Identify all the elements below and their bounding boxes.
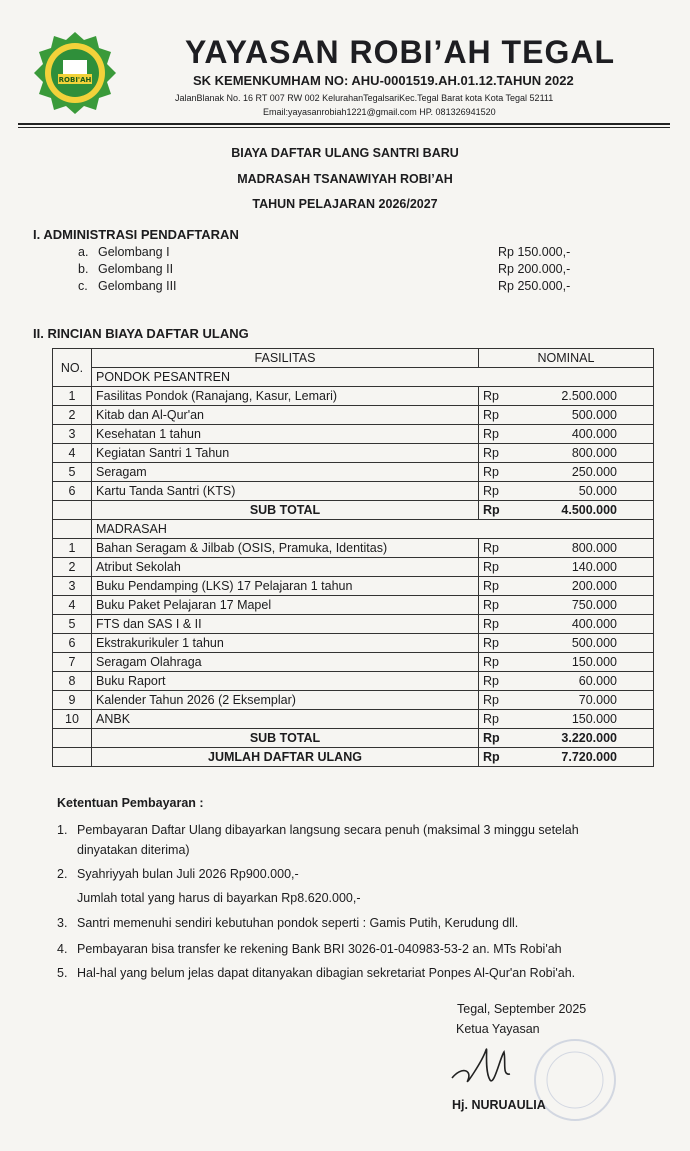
doc-title-2: MADRASAH TSANAWIYAH ROBI’AH: [237, 172, 453, 186]
table-row: [53, 463, 654, 482]
table-row: [53, 672, 654, 691]
table-row: [53, 425, 654, 444]
row-rp: Rp: [479, 406, 538, 425]
pondok-rows: [53, 387, 654, 501]
table-row: [53, 539, 654, 558]
subtotal-row: [53, 501, 654, 520]
ketentuan-item: [57, 963, 657, 983]
row-rp: Rp: [479, 615, 538, 634]
subtotal-label: SUB TOTAL: [92, 729, 479, 748]
ketentuan-number: 3.: [57, 916, 68, 930]
row-no: 1: [53, 539, 92, 558]
row-no: 4: [53, 444, 92, 463]
ketentuan-number: 5.: [57, 966, 68, 980]
row-rp: Rp: [479, 539, 538, 558]
table-row: [53, 482, 654, 501]
ketentuan-text: Syahriyyah bulan Juli 2026 Rp900.000,-: [77, 867, 299, 881]
table-row: [53, 406, 654, 425]
subtotal-value: 4.500.000: [537, 501, 654, 520]
total-value: 7.720.000: [537, 748, 654, 767]
admin-label: Gelombang III: [98, 279, 177, 293]
ketentuan-item: [57, 820, 657, 860]
ketentuan-item: [57, 864, 657, 908]
row-no: 5: [53, 463, 92, 482]
admin-amount: Rp 200.000,-: [498, 262, 571, 276]
admin-letter: c.: [78, 279, 88, 293]
row-rp: Rp: [479, 577, 538, 596]
row-item: Kalender Tahun 2026 (2 Eksemplar): [92, 691, 479, 710]
section-administrasi-heading: I. ADMINISTRASI PENDAFTARAN: [33, 227, 239, 242]
ketentuan-item: [57, 939, 657, 959]
row-rp: Rp: [479, 558, 538, 577]
subtotal-label: SUB TOTAL: [92, 501, 479, 520]
madrasah-rows: [53, 539, 654, 729]
madrasah-label: MADRASAH: [92, 520, 654, 539]
ketentuan-text: Hal-hal yang belum jelas dapat ditanyakan dibagian sekretariat Ponpes Al-Qur'an Robi'ah.: [77, 966, 576, 980]
subtotal-rp: Rp: [479, 729, 538, 748]
row-item: Kesehatan 1 tahun: [92, 425, 479, 444]
row-no: 7: [53, 653, 92, 672]
col-no-header: NO.: [53, 349, 92, 387]
row-rp: Rp: [479, 444, 538, 463]
row-no: 6: [53, 482, 92, 501]
subtotal-row: [53, 729, 654, 748]
sk-number: SK KEMENKUMHAM NO: AHU-0001519.AH.01.12.TAHUN 2022: [193, 73, 574, 88]
row-item: Buku Pendamping (LKS) 17 Pelajaran 1 tahun: [92, 577, 479, 596]
row-rp: Rp: [479, 653, 538, 672]
table-row: [53, 596, 654, 615]
row-no: 2: [53, 558, 92, 577]
table-row: [53, 710, 654, 729]
table-row: [53, 387, 654, 406]
row-value: 200.000: [537, 577, 654, 596]
row-no: 8: [53, 672, 92, 691]
row-value: 50.000: [537, 482, 654, 501]
subtotal-rp: Rp: [479, 501, 538, 520]
row-item: Seragam Olahraga: [92, 653, 479, 672]
stamp-mark: [530, 1025, 620, 1135]
row-rp: Rp: [479, 710, 538, 729]
ketentuan-heading: Ketentuan Pembayaran :: [57, 796, 204, 810]
signature-mark: [448, 1040, 528, 1090]
ketentuan-number: 1.: [57, 823, 68, 837]
admin-label: Gelombang II: [98, 262, 174, 276]
table-row: [53, 634, 654, 653]
admin-letter: a.: [78, 245, 89, 259]
table-row: [53, 615, 654, 634]
doc-title-1: BIAYA DAFTAR ULANG SANTRI BARU: [231, 146, 459, 160]
row-no: 4: [53, 596, 92, 615]
col-nominal-header: NOMINAL: [479, 349, 654, 368]
admin-amount: Rp 150.000,-: [498, 245, 571, 259]
row-rp: Rp: [479, 387, 538, 406]
table-row: [53, 691, 654, 710]
ketentuan-item: [57, 913, 657, 933]
row-item: Fasilitas Pondok (Ranajang, Kasur, Lemari): [92, 387, 479, 406]
signatory-name: Hj. NURUAULIA: [452, 1098, 546, 1112]
table-row: [53, 444, 654, 463]
address: JalanBlanak No. 16 RT 007 RW 002 KelurahanTegalsariKec.Tegal Barat kota Kota Tegal 52111: [175, 93, 554, 103]
admin-amount: Rp 250.000,-: [498, 279, 571, 293]
row-item: Kartu Tanda Santri (KTS): [92, 482, 479, 501]
section-label-row: [53, 520, 654, 539]
row-rp: Rp: [479, 672, 538, 691]
row-value: 750.000: [537, 596, 654, 615]
row-value: 500.000: [537, 406, 654, 425]
row-rp: Rp: [479, 634, 538, 653]
ketentuan-number: 4.: [57, 942, 68, 956]
table-row: [53, 577, 654, 596]
ketentuan-text: Jumlah total yang harus di bayarkan Rp8.620.000,-: [77, 891, 361, 905]
admin-row: [78, 245, 678, 261]
row-item: Buku Raport: [92, 672, 479, 691]
total-row: [53, 748, 654, 767]
row-value: 250.000: [537, 463, 654, 482]
admin-letter: b.: [78, 262, 89, 276]
row-no: 5: [53, 615, 92, 634]
admin-row: [78, 262, 678, 278]
row-item: ANBK: [92, 710, 479, 729]
row-rp: Rp: [479, 691, 538, 710]
row-item: Bahan Seragam & Jilbab (OSIS, Pramuka, Identitas): [92, 539, 479, 558]
total-rp: Rp: [479, 748, 538, 767]
logo-text: ROBI'AH: [58, 76, 92, 84]
row-rp: Rp: [479, 425, 538, 444]
row-item: FTS dan SAS I & II: [92, 615, 479, 634]
yayasan-logo: [32, 30, 118, 116]
ketentuan-text: Santri memenuhi sendiri kebutuhan pondok seperti : Gamis Putih, Kerudung dll.: [77, 916, 519, 930]
signature-role: Ketua Yayasan: [456, 1022, 540, 1036]
table-row: [53, 653, 654, 672]
row-no: 1: [53, 387, 92, 406]
row-value: 140.000: [537, 558, 654, 577]
row-item: Ekstrakurikuler 1 tahun: [92, 634, 479, 653]
fee-table: [52, 348, 654, 767]
row-no: 3: [53, 577, 92, 596]
pondok-label: PONDOK PESANTREN: [92, 368, 654, 387]
row-rp: Rp: [479, 596, 538, 615]
row-value: 70.000: [537, 691, 654, 710]
row-value: 400.000: [537, 615, 654, 634]
row-item: Kegiatan Santri 1 Tahun: [92, 444, 479, 463]
row-no: 6: [53, 634, 92, 653]
ketentuan-number: 2.: [57, 867, 68, 881]
table-header-row: [53, 349, 654, 368]
table-row: [53, 558, 654, 577]
col-fasilitas-header: FASILITAS: [92, 349, 479, 368]
row-item: Atribut Sekolah: [92, 558, 479, 577]
row-no: 10: [53, 710, 92, 729]
row-value: 800.000: [537, 539, 654, 558]
row-value: 150.000: [537, 710, 654, 729]
row-rp: Rp: [479, 463, 538, 482]
row-no: 2: [53, 406, 92, 425]
row-item: Kitab dan Al-Qur'an: [92, 406, 479, 425]
section-rincian-heading: II. RINCIAN BIAYA DAFTAR ULANG: [33, 326, 249, 341]
row-no: 3: [53, 425, 92, 444]
row-item: Buku Paket Pelajaran 17 Mapel: [92, 596, 479, 615]
row-item: Seragam: [92, 463, 479, 482]
row-rp: Rp: [479, 482, 538, 501]
row-value: 400.000: [537, 425, 654, 444]
signature-place-date: Tegal, September 2025: [457, 1002, 587, 1016]
row-value: 500.000: [537, 634, 654, 653]
ketentuan-text: dinyatakan diterima): [77, 843, 190, 857]
row-no: 9: [53, 691, 92, 710]
ketentuan-text: Pembayaran Daftar Ulang dibayarkan langsung secara penuh (maksimal 3 minggu setelah: [77, 823, 579, 837]
row-value: 2.500.000: [537, 387, 654, 406]
header-rule: [18, 123, 670, 125]
org-name: YAYASAN ROBI’AH TEGAL: [185, 34, 615, 70]
header-rule-thin: [18, 127, 670, 128]
row-value: 150.000: [537, 653, 654, 672]
section-label-row: [53, 368, 654, 387]
total-label: JUMLAH DAFTAR ULANG: [92, 748, 479, 767]
row-value: 800.000: [537, 444, 654, 463]
admin-label: Gelombang I: [98, 245, 170, 259]
email-phone: Email:yayasanrobiah1221@gmail.com HP. 081326941520: [263, 107, 496, 117]
admin-row: [78, 279, 678, 295]
doc-title-3: TAHUN PELAJARAN 2026/2027: [252, 197, 438, 211]
row-value: 60.000: [537, 672, 654, 691]
subtotal-value: 3.220.000: [537, 729, 654, 748]
ketentuan-text: Pembayaran bisa transfer ke rekening Bank BRI 3026-01-040983-53-2 an. MTs Robi'ah: [77, 942, 562, 956]
